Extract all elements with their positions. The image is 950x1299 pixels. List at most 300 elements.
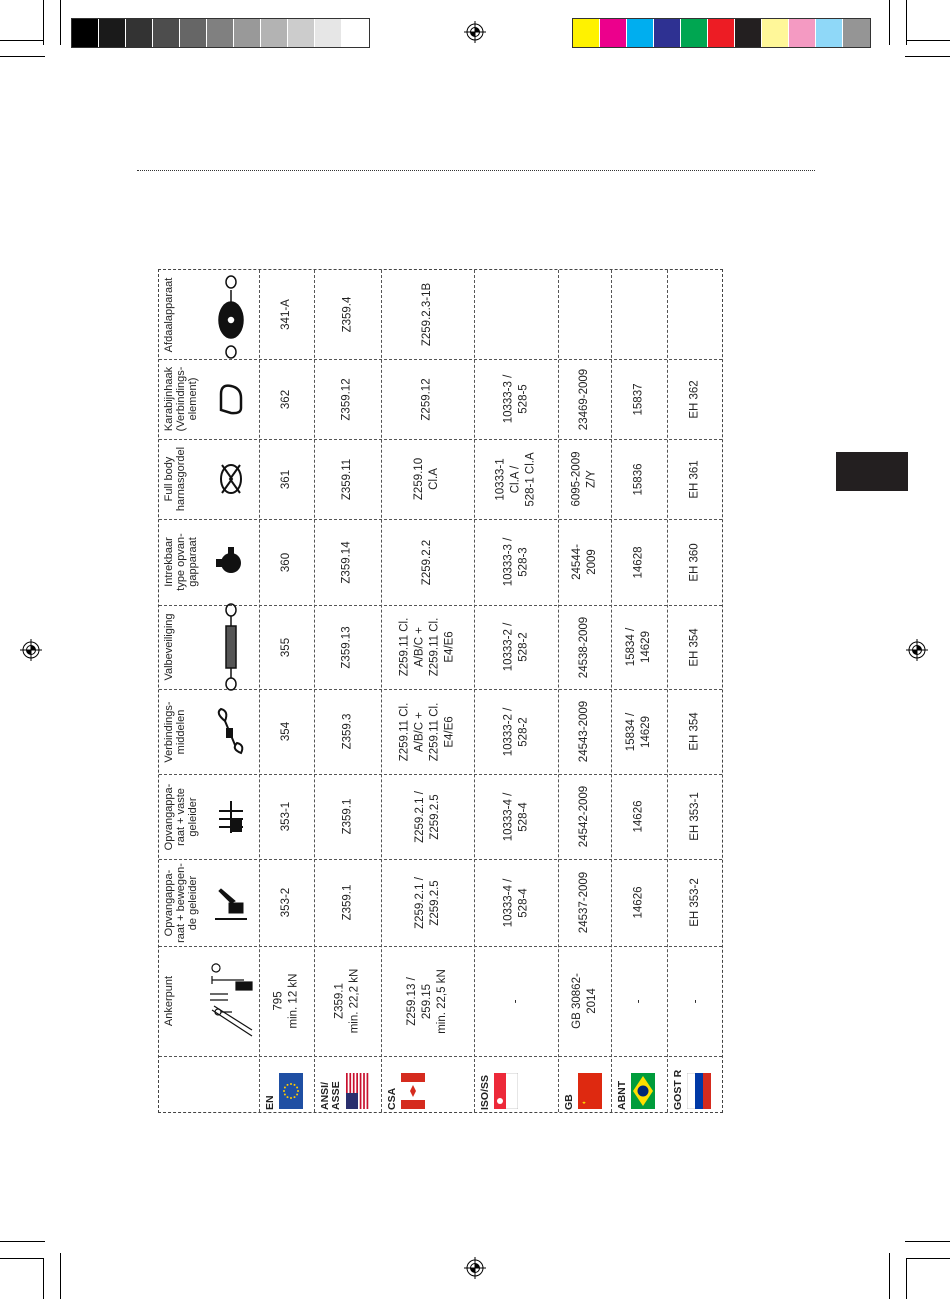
color-swatch — [789, 19, 816, 47]
cell-value-line: 14629 — [640, 631, 652, 663]
cell-value-line: Z259.2.5 — [428, 793, 441, 840]
retractable-device-icon — [216, 545, 246, 579]
cell-value-line: Cl.A / — [509, 465, 522, 493]
cell-value — [631, 887, 646, 919]
cell-value-line: Z259.11 Cl. — [428, 702, 441, 761]
cell-value — [509, 999, 524, 1003]
header-label-line: Afdaalapparaat — [163, 277, 175, 352]
table-cell — [558, 689, 611, 774]
header-label-line: harnasgordel — [175, 446, 187, 512]
header-label-line: element) — [187, 377, 199, 421]
header-cell — [159, 439, 259, 519]
cell-value — [412, 458, 442, 500]
color-swatch — [816, 19, 843, 47]
table-cell — [381, 605, 474, 689]
table-cell — [611, 270, 667, 359]
cell-value-line: 15834 / — [625, 627, 637, 667]
header-label — [163, 613, 175, 680]
cell-value — [279, 552, 294, 571]
cell-value — [631, 463, 646, 495]
header-cell — [159, 946, 259, 1056]
gray-swatch — [234, 19, 261, 47]
table-cell — [558, 439, 611, 519]
cell-value — [631, 546, 646, 578]
cell-value — [688, 878, 703, 927]
cell-value-line: EH 353-2 — [689, 878, 701, 927]
eu-flag-icon — [279, 1073, 303, 1109]
cell-value-line: Z359.4 — [341, 296, 353, 333]
cell-value-line: Z359.3 — [341, 713, 353, 750]
cell-value-line: 528-2 — [516, 632, 529, 662]
table-cell — [558, 774, 611, 859]
region-cell — [381, 1056, 474, 1114]
header-label — [163, 447, 187, 511]
table-cell — [259, 270, 314, 359]
cell-value-line: 14626 — [632, 800, 645, 833]
gray-swatch — [126, 19, 153, 47]
cell-value-line: GB 30862- — [570, 973, 583, 1029]
cell-value — [279, 802, 294, 831]
color-swatch — [708, 19, 735, 47]
cell-value-line: 10333-1 — [494, 457, 507, 501]
china-flag-icon — [578, 1073, 602, 1109]
cell-value — [420, 539, 435, 584]
us-flag-icon — [346, 1073, 370, 1109]
cell-value-line: Z259.2.1 / — [413, 790, 426, 843]
cell-value-line: Z259.2.2 — [421, 539, 433, 585]
header-label-line: type opvan- — [175, 533, 187, 591]
cell-value-line: 360 — [280, 552, 292, 572]
table-cell — [314, 689, 381, 774]
region-code-line: ANSI/ — [319, 1081, 331, 1110]
region-code — [265, 1095, 276, 1110]
region-code-line: EN — [264, 1095, 276, 1110]
cell-value — [501, 623, 531, 672]
cell-value — [340, 458, 355, 499]
table-cell — [474, 859, 558, 946]
header-cell — [159, 859, 259, 946]
color-swatch — [735, 19, 762, 47]
cell-value-line: EH 362 — [688, 379, 701, 419]
cell-value — [631, 801, 646, 833]
header-label-line: Karabijnhaak — [163, 366, 175, 432]
table-cell — [474, 605, 558, 689]
table-cell — [611, 359, 667, 439]
cell-value — [577, 616, 592, 677]
cell-value-line: - — [632, 999, 645, 1003]
cell-value-line: 24543-2009 — [578, 700, 590, 763]
cell-value-line: 353-1 — [279, 801, 292, 832]
cell-value-line: 14626 — [632, 886, 645, 919]
region-cell — [474, 1056, 558, 1114]
table-cell — [667, 359, 724, 439]
cell-value — [577, 368, 592, 429]
table-cell — [611, 859, 667, 946]
header-cell — [159, 689, 259, 774]
region-cell — [314, 1056, 381, 1114]
canada-flag-icon — [401, 1073, 425, 1109]
cell-value-line: 15836 — [632, 463, 645, 495]
header-cell — [159, 359, 259, 439]
region-code — [320, 1081, 342, 1110]
table-cell — [474, 359, 558, 439]
table-cell — [314, 270, 381, 359]
header-cell — [159, 605, 259, 689]
cell-value-line: Z359.1 — [333, 983, 346, 1019]
cell-value-line: - — [509, 999, 522, 1003]
table-cell — [381, 859, 474, 946]
cell-value-line: 14628 — [632, 546, 645, 578]
registration-mark-icon — [906, 639, 928, 661]
table-cell — [474, 270, 558, 359]
table-cell — [667, 439, 724, 519]
gray-swatch — [342, 19, 369, 47]
header-label-line: geleider — [187, 796, 199, 837]
cell-value-line: 24537-2009 — [578, 871, 590, 934]
table-cell — [667, 605, 724, 689]
cell-value — [688, 543, 703, 581]
table-cell — [381, 774, 474, 859]
cell-value-line: 528-5 — [516, 384, 529, 414]
cell-value — [333, 969, 363, 1034]
cell-value — [501, 878, 531, 927]
table-cell — [259, 774, 314, 859]
cell-value-line: 15837 — [632, 383, 645, 415]
table-cell — [667, 859, 724, 946]
table-cell — [381, 946, 474, 1056]
russia-flag-icon — [687, 1073, 711, 1109]
cell-value-line: 528-1 Cl.A — [524, 451, 537, 507]
cell-value — [340, 626, 355, 668]
cell-value-line: 528-3 — [516, 547, 529, 577]
cell-value — [279, 299, 294, 330]
table-cell — [667, 946, 724, 1056]
cell-value — [412, 877, 442, 929]
cell-value-line: min. 12 kN — [287, 973, 300, 1029]
cell-value — [340, 297, 355, 333]
cell-value — [412, 791, 442, 843]
cell-value-line: EH 360 — [688, 542, 701, 582]
brazil-flag-icon — [631, 1073, 655, 1109]
table-cell — [611, 689, 667, 774]
color-swatch — [600, 19, 627, 47]
gray-swatch — [207, 19, 234, 47]
header-label-line: Opvangappa- — [163, 869, 175, 936]
cell-value-line: 24538-2009 — [578, 616, 590, 678]
table-cell — [259, 359, 314, 439]
table-cell — [381, 519, 474, 605]
region-code — [564, 1094, 575, 1110]
cell-value — [501, 538, 531, 587]
cell-value — [631, 383, 646, 415]
cell-value-line: Z359.1 — [341, 884, 353, 921]
table-cell — [667, 270, 724, 359]
descender-icon — [216, 270, 246, 360]
header-label — [163, 533, 199, 590]
table-cell — [259, 859, 314, 946]
table-cell — [474, 774, 558, 859]
table-cell — [667, 519, 724, 605]
table-cell — [558, 859, 611, 946]
cell-value-line: 2009 — [585, 549, 598, 575]
header-label-line: Ankerpunt — [163, 975, 175, 1027]
cell-value — [494, 452, 539, 506]
cell-value — [279, 637, 294, 656]
cell-value-line: Z359.1 — [341, 798, 353, 835]
table-cell — [381, 439, 474, 519]
region-code-line: ABNT — [616, 1080, 628, 1110]
color-swatch — [681, 19, 708, 47]
gray-swatch — [180, 19, 207, 47]
table-cell — [314, 859, 381, 946]
table-cell — [474, 519, 558, 605]
color-swatch — [627, 19, 654, 47]
table-cell — [314, 439, 381, 519]
cell-value — [501, 792, 531, 841]
cell-value — [688, 460, 703, 498]
cell-value-line: 6095-2009 — [570, 451, 583, 507]
cell-value-line: Z359.13 — [340, 625, 353, 669]
cell-value-line: Z259.11 Cl. — [398, 702, 411, 761]
table-cell — [611, 946, 667, 1056]
cell-value-line: 528-4 — [516, 887, 529, 918]
header-label-line: raat + vaste — [175, 787, 187, 846]
cell-value-line: Z359.14 — [340, 540, 353, 584]
header-label-line: Intrekbaar — [163, 537, 175, 587]
table-cell — [558, 605, 611, 689]
cell-value — [577, 701, 592, 762]
cell-value-line: EH 354 — [688, 627, 701, 667]
cell-value — [577, 786, 592, 847]
energy-absorber-icon — [219, 602, 243, 692]
cell-value-line: 10333-2 / — [501, 707, 514, 756]
table-cell — [474, 946, 558, 1056]
cell-value — [688, 712, 703, 750]
region-code-line: GOST R — [672, 1069, 684, 1110]
header-cell — [159, 519, 259, 605]
cell-value-line: 24544- — [570, 544, 583, 580]
cell-value-line: EH 361 — [688, 459, 701, 499]
cell-value-line: 24542-2009 — [578, 785, 590, 848]
cell-value-line: 355 — [280, 637, 292, 657]
header-label-line: raat + bewegen- — [175, 862, 187, 943]
cell-value — [624, 712, 654, 750]
harness-icon — [216, 459, 246, 499]
table-cell — [259, 946, 314, 1056]
region-code — [387, 1088, 398, 1110]
cell-value — [420, 378, 435, 420]
cell-value-line: Z/Y — [585, 470, 598, 488]
mobile-fall-arrester-icon — [211, 883, 251, 923]
region-code-line: GB — [563, 1094, 575, 1110]
cell-value — [405, 969, 450, 1034]
cell-value-line: A/B/C + — [413, 711, 426, 752]
cell-value-line: Z259.12 — [420, 377, 433, 421]
cell-value-line: A/B/C + — [413, 627, 426, 667]
registration-mark-icon — [464, 1257, 486, 1279]
cell-value-line: 15834 / — [625, 712, 637, 751]
carabiner-icon — [217, 382, 245, 416]
cell-value-line: E4/E6 — [443, 715, 456, 748]
region-code-line: ASSE — [330, 1081, 342, 1110]
lanyard-icon — [211, 707, 251, 757]
registration-mark-icon — [20, 639, 42, 661]
cell-value-line: Z359.12 — [340, 377, 353, 421]
region-cell — [611, 1056, 667, 1114]
header-label-line: de geleider — [187, 875, 199, 930]
cell-value-line: min. 22,5 kN — [436, 968, 448, 1034]
cell-value — [279, 888, 294, 917]
header-label — [163, 863, 199, 943]
cell-value-line: 259.15 — [421, 983, 433, 1019]
gray-swatch — [261, 19, 288, 47]
gray-swatch — [288, 19, 315, 47]
cell-value-line: EH 353-1 — [689, 792, 701, 841]
cell-value — [397, 618, 457, 677]
header-cell — [159, 270, 259, 359]
color-swatch — [843, 19, 870, 47]
cell-value-line: 361 — [280, 469, 292, 489]
dotted-header-rule — [137, 170, 815, 171]
cell-value-line: min. 22,2 kN — [348, 968, 361, 1034]
cell-value-line: Z259.10 — [413, 457, 426, 501]
header-label — [163, 783, 199, 850]
cell-value-line: 341-A — [280, 299, 292, 330]
table-cell — [381, 359, 474, 439]
cell-value — [340, 885, 355, 921]
table-cell — [558, 946, 611, 1056]
singapore-flag-icon — [494, 1073, 518, 1109]
cell-value — [501, 707, 531, 756]
cell-value-line: Z259.11 Cl. — [398, 617, 411, 677]
cell-value-line: 23469-2009 — [578, 368, 590, 430]
header-label — [163, 701, 187, 762]
table-cell — [611, 605, 667, 689]
header-label-line: gapparaat — [187, 537, 199, 587]
cell-value — [340, 799, 355, 835]
cell-value-line: 362 — [280, 389, 292, 409]
cell-value-line: Z259.2.5 — [428, 879, 441, 926]
cell-value-line: 10333-3 / — [501, 374, 514, 424]
table-cell — [667, 774, 724, 859]
cell-value-line: Z259.2.3-1B — [420, 282, 433, 347]
section-tab-marker — [836, 452, 908, 491]
gray-swatch — [99, 19, 126, 47]
cell-value-line: Z359.11 — [340, 458, 353, 500]
region-code — [617, 1081, 628, 1110]
cell-value-line: Cl.A — [428, 468, 441, 490]
cell-value-line: 2014 — [585, 988, 598, 1014]
table-cell — [611, 439, 667, 519]
table-cell — [381, 270, 474, 359]
table-cell — [259, 605, 314, 689]
table-cell — [474, 689, 558, 774]
cell-value — [688, 792, 703, 841]
table-cell — [259, 689, 314, 774]
cell-value — [624, 628, 654, 666]
registration-mark-icon — [464, 21, 486, 43]
cell-value-line: 10333-4 / — [501, 792, 514, 841]
region-code-line: CSA — [386, 1087, 398, 1110]
header-label — [163, 976, 175, 1026]
cell-value — [632, 999, 647, 1003]
cell-value-line: 10333-3 / — [501, 537, 514, 587]
cell-value — [397, 702, 457, 761]
region-cell — [558, 1056, 611, 1114]
table-cell — [314, 605, 381, 689]
cell-value-line: 528-2 — [516, 716, 529, 747]
grayscale-color-bar — [71, 18, 370, 48]
header-label-line: middelen — [175, 709, 187, 754]
cell-value-line: Z259.11 Cl. — [428, 617, 441, 677]
cell-value — [272, 974, 302, 1029]
header-label-line: Verbindings- — [163, 700, 175, 763]
cell-value — [688, 380, 703, 418]
header-label — [163, 367, 199, 432]
cell-value-line: 528-4 — [516, 801, 529, 832]
cell-value-line: 353-2 — [279, 887, 292, 918]
cell-value-line: 354 — [280, 721, 292, 742]
region-code — [480, 1075, 491, 1110]
cell-value — [279, 389, 294, 408]
cell-value — [279, 722, 294, 741]
cell-value — [279, 469, 294, 488]
table-cell — [259, 439, 314, 519]
table-cell — [314, 519, 381, 605]
cell-value-line: - — [689, 999, 701, 1003]
region-cell — [667, 1056, 724, 1114]
table-cell — [558, 359, 611, 439]
cell-value — [570, 544, 600, 580]
table-cell — [381, 689, 474, 774]
table-cell — [314, 946, 381, 1056]
gray-swatch — [153, 19, 180, 47]
table-cell — [611, 774, 667, 859]
table-cell — [611, 519, 667, 605]
header-label-line: (Verbindings- — [175, 366, 187, 432]
table-cell — [558, 519, 611, 605]
cell-value — [340, 541, 355, 583]
cell-value — [340, 378, 355, 420]
cell-value — [688, 999, 703, 1003]
table-cell — [474, 439, 558, 519]
table-cell — [259, 519, 314, 605]
cell-value-line: 14629 — [640, 715, 652, 748]
process-color-bar — [572, 18, 871, 48]
gray-swatch — [315, 19, 342, 47]
cell-value-line: 795 — [272, 991, 285, 1011]
header-label-line: Valbeveiliging — [163, 613, 175, 681]
table-cell — [314, 359, 381, 439]
header-label-line: Full body — [163, 456, 175, 502]
anchor-point-icon — [206, 962, 256, 1040]
cell-value — [570, 973, 600, 1029]
color-swatch — [654, 19, 681, 47]
standards-table — [158, 269, 723, 1113]
cell-value — [577, 872, 592, 933]
color-swatch — [573, 19, 600, 47]
header-label-line: Opvangappa- — [163, 783, 175, 850]
cell-value-line: E4/E6 — [443, 631, 456, 663]
region-cell — [259, 1056, 314, 1114]
header-label — [163, 277, 175, 352]
table-cell — [558, 270, 611, 359]
gray-swatch — [72, 19, 99, 47]
region-code-line: ISO/SS — [479, 1074, 491, 1110]
cell-value-line: 10333-4 / — [501, 878, 514, 927]
cell-value — [420, 283, 435, 346]
region-code — [673, 1070, 684, 1110]
